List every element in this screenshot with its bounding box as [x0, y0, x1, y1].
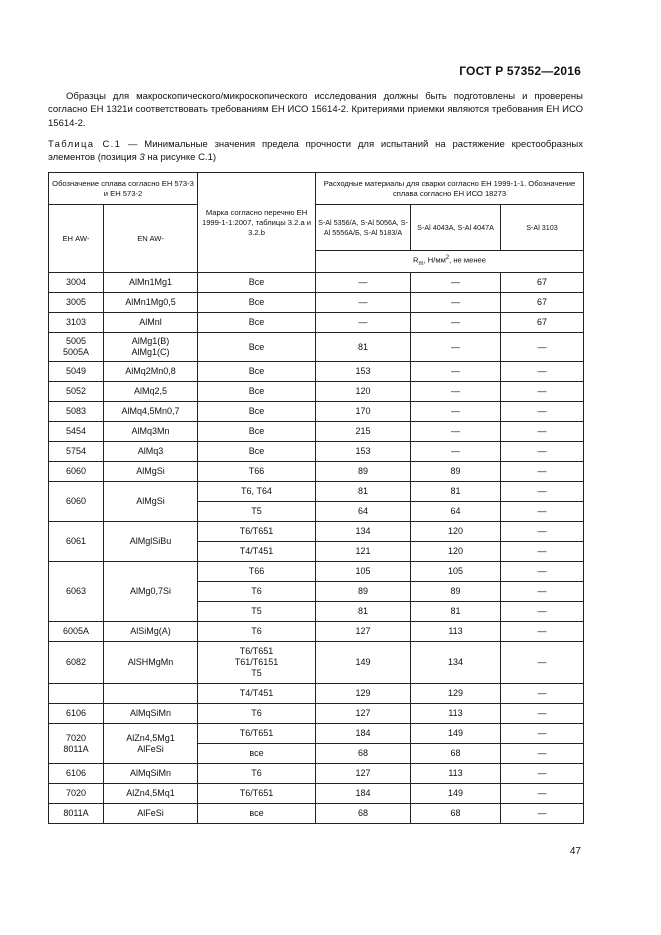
table-row: [49, 482, 584, 502]
table-cell: 127: [316, 764, 411, 784]
table-cell: Т6: [198, 764, 316, 784]
table-cell: 129: [316, 684, 411, 704]
table-row: [49, 684, 584, 704]
table-cell: —: [501, 542, 584, 562]
table-cell: —: [501, 704, 584, 724]
table-cell: 5083: [49, 402, 104, 422]
table-cell: —: [501, 744, 584, 764]
table-cell: —: [501, 724, 584, 744]
table-row: [49, 642, 584, 684]
table-cell: Т6: [198, 622, 316, 642]
table-cell: —: [501, 642, 584, 684]
table-row: [49, 562, 584, 582]
table-cell: Т4/Т451: [198, 542, 316, 562]
header-mark: Марка согласно перечню ЕН 1999-1-1:2007, таблицы 3.2.а и 3.2.b: [198, 173, 316, 273]
table-cell: AlFeSi: [104, 804, 198, 824]
table-cell: —: [501, 684, 584, 704]
table-cell: все: [198, 804, 316, 824]
table-cell: —: [411, 422, 501, 442]
table-cell: 153: [316, 362, 411, 382]
table-cell: 81: [411, 602, 501, 622]
table-cell: —: [501, 382, 584, 402]
table-cell: 89: [411, 462, 501, 482]
table-cell: —: [411, 293, 501, 313]
table-cell: 6106: [49, 704, 104, 724]
table-cell: Т6, Т64: [198, 482, 316, 502]
table-cell: —: [501, 582, 584, 602]
table-cell: —: [501, 784, 584, 804]
table-row: [49, 333, 584, 362]
header-rm-unit: , Н/мм: [423, 256, 446, 265]
table-cell: Т6/Т651: [198, 784, 316, 804]
table-cell: Все: [198, 442, 316, 462]
table-cell: 6060: [49, 482, 104, 522]
header-rm-superscript: 2: [445, 255, 450, 262]
table-row: [49, 402, 584, 422]
table-cell: Все: [198, 333, 316, 362]
table-cell: 8011A: [49, 804, 104, 824]
table-cell: Все: [198, 382, 316, 402]
table-cell: AlMq2Mn0,8: [104, 362, 198, 382]
table-cell: 3004: [49, 273, 104, 293]
header-rm-symbol: R: [413, 256, 419, 265]
table-cell: все: [198, 744, 316, 764]
table-cell: Т6: [198, 582, 316, 602]
table-cell: AlMn1Mg0,5: [104, 293, 198, 313]
strength-table: [48, 172, 584, 824]
table-cell: —: [501, 362, 584, 382]
table-cell: Т4/Т451: [198, 684, 316, 704]
header-rm-suffix: , не менее: [449, 256, 486, 265]
table-cell: Все: [198, 362, 316, 382]
table-cell: Все: [198, 273, 316, 293]
table-row: [49, 622, 584, 642]
table-cell: 67: [501, 293, 584, 313]
table-cell: AlMg0,7Si: [104, 562, 198, 622]
table-row: [49, 273, 584, 293]
table-cell: AlMq4,5Mn0,7: [104, 402, 198, 422]
table-row: [49, 704, 584, 724]
table-cell: 68: [316, 744, 411, 764]
table-cell: AlMgSi: [104, 462, 198, 482]
table-cell: 134: [316, 522, 411, 542]
table-cell: —: [501, 602, 584, 622]
table-cell: 89: [316, 462, 411, 482]
table-cell: 121: [316, 542, 411, 562]
table-cell: —: [411, 273, 501, 293]
table-caption-figure: С.1): [198, 151, 217, 163]
table-cell: AlMgSi: [104, 482, 198, 522]
page-number: 47: [569, 846, 581, 857]
table-cell: —: [411, 362, 501, 382]
table-cell: 149: [411, 724, 501, 744]
table-cell: [104, 684, 198, 704]
table-caption: [48, 139, 583, 164]
table-cell: 3005: [49, 293, 104, 313]
table-row: [49, 462, 584, 482]
table-row: [49, 442, 584, 462]
table-body: [49, 273, 584, 824]
table-cell: —: [501, 562, 584, 582]
table-cell: 7020 8011A: [49, 724, 104, 764]
header-filler-4xxx: S-Al 4043А, S-Al 4047А: [411, 205, 501, 251]
table-cell: 6005A: [49, 622, 104, 642]
table-row: [49, 784, 584, 804]
table-row: [49, 804, 584, 824]
table-cell: AlSiMg(A): [104, 622, 198, 642]
table-cell: 134: [411, 642, 501, 684]
body-paragraph: Образцы для макроскопического/микроскопического исследования должны быть подготовлены и проверены согласно ЕН 1321и соответствовать требованиям ЕН ИСО 15614-2. Критериями приемки являются требования ЕН ИСО 15614-2.: [48, 91, 583, 129]
table-cell: Все: [198, 422, 316, 442]
table-cell: 67: [501, 313, 584, 333]
table-cell: AlSHMgMn: [104, 642, 198, 684]
table-cell: AlMq2,5: [104, 382, 198, 402]
table-cell: —: [501, 502, 584, 522]
table-cell: Т6/Т651: [198, 724, 316, 744]
table-cell: 68: [411, 804, 501, 824]
header-en-aw-number: ЕН AW-: [49, 205, 104, 273]
table-cell: 6060: [49, 462, 104, 482]
table-cell: —: [411, 442, 501, 462]
table-cell: 153: [316, 442, 411, 462]
table-cell: —: [501, 522, 584, 542]
table-cell: Т5: [198, 502, 316, 522]
table-cell: 5005 5005A: [49, 333, 104, 362]
table-cell: 129: [411, 684, 501, 704]
table-cell: Все: [198, 293, 316, 313]
table-cell: —: [501, 402, 584, 422]
table-caption-text-mid: на рисунке: [144, 151, 199, 163]
table-cell: —: [411, 333, 501, 362]
table-cell: Т66: [198, 462, 316, 482]
header-filler-5xxx: S-Al 5356/А, S-Al 5056А, S-Al 5556А/Б, S-Al 5183/А: [316, 205, 411, 251]
table-cell: —: [411, 382, 501, 402]
table-cell: 6106: [49, 764, 104, 784]
table-cell: Все: [198, 313, 316, 333]
table-cell: 113: [411, 622, 501, 642]
table-row: [49, 422, 584, 442]
header-filler-3103: S-Al 3103: [501, 205, 584, 251]
table-cell: AlMg1(В) AlMg1(С): [104, 333, 198, 362]
table-cell: 3103: [49, 313, 104, 333]
table-cell: 6061: [49, 522, 104, 562]
header-designation: Обозначение сплава согласно ЕН 573-3 и ЕН 573-2: [49, 173, 198, 205]
table-cell: —: [411, 402, 501, 422]
table-cell: Т6/Т651 Т61/Т6151 Т5: [198, 642, 316, 684]
table-caption-label: Таблица С.1: [48, 139, 122, 150]
table-cell: 170: [316, 402, 411, 422]
table-cell: 89: [411, 582, 501, 602]
table-row: [49, 293, 584, 313]
table-cell: 81: [411, 482, 501, 502]
table-cell: 89: [316, 582, 411, 602]
table-cell: —: [501, 442, 584, 462]
table-row: [49, 522, 584, 542]
table-cell: AlMn1Mg1: [104, 273, 198, 293]
table-cell: 5754: [49, 442, 104, 462]
header-consumables: Расходные материалы для сварки согласно ЕН 1999-1-1. Обозначение сплава согласно ЕН ИСО 18273: [316, 173, 584, 205]
table-cell: 81: [316, 602, 411, 622]
table-cell: 120: [316, 382, 411, 402]
table-cell: —: [501, 422, 584, 442]
table-cell: Т5: [198, 602, 316, 622]
table-cell: —: [316, 273, 411, 293]
table-cell: 81: [316, 333, 411, 362]
table-cell: —: [501, 482, 584, 502]
table-row: [49, 382, 584, 402]
table-cell: 120: [411, 542, 501, 562]
table-cell: 149: [411, 784, 501, 804]
table-cell: 120: [411, 522, 501, 542]
table-cell: AlMqSiMn: [104, 764, 198, 784]
table-cell: 68: [316, 804, 411, 824]
table-cell: AlZn4,5Mg1 AlFeSi: [104, 724, 198, 764]
table-cell: —: [501, 333, 584, 362]
table-header: [49, 173, 584, 273]
table-cell: 81: [316, 482, 411, 502]
table-cell: 105: [316, 562, 411, 582]
table-cell: 127: [316, 704, 411, 724]
table-cell: Т66: [198, 562, 316, 582]
table-cell: 6082: [49, 642, 104, 684]
table-cell: 5052: [49, 382, 104, 402]
table-cell: 6063: [49, 562, 104, 622]
table-cell: 215: [316, 422, 411, 442]
table-cell: AlMq3Mn: [104, 422, 198, 442]
table-row: [49, 724, 584, 744]
table-caption-text: — Минимальные значения предела прочности для испытаний на растяжение крестообразных элементов (позиция: [48, 139, 583, 163]
table-cell: —: [316, 313, 411, 333]
table-row: [49, 764, 584, 784]
table-cell: 68: [411, 744, 501, 764]
table-cell: —: [501, 622, 584, 642]
table-cell: AlMnl: [104, 313, 198, 333]
table-cell: —: [501, 764, 584, 784]
table-cell: Т6/Т651: [198, 522, 316, 542]
table-cell: 105: [411, 562, 501, 582]
table-cell: Все: [198, 402, 316, 422]
table-caption-position: 3: [139, 151, 145, 163]
table-cell: 149: [316, 642, 411, 684]
header-rm-subscript: m: [418, 261, 424, 268]
table-cell: 64: [316, 502, 411, 522]
header-rm-min: [316, 251, 584, 273]
table-cell: 7020: [49, 784, 104, 804]
table-cell: —: [501, 804, 584, 824]
table-cell: 67: [501, 273, 584, 293]
table-row: [49, 313, 584, 333]
table-cell: 113: [411, 764, 501, 784]
table-cell: 113: [411, 704, 501, 724]
table-cell: AlZn4,5Mq1: [104, 784, 198, 804]
table-cell: Т6: [198, 704, 316, 724]
table-cell: AlMqSiMn: [104, 704, 198, 724]
table-cell: 184: [316, 724, 411, 744]
table-cell: 184: [316, 784, 411, 804]
table-cell: AlMq3: [104, 442, 198, 462]
table-cell: —: [316, 293, 411, 313]
table-cell: 5049: [49, 362, 104, 382]
header-en-aw-name: EN AW-: [104, 205, 198, 273]
table-cell: AlMglSiBu: [104, 522, 198, 562]
table-row: [49, 362, 584, 382]
table-cell: —: [411, 313, 501, 333]
table-cell: —: [501, 462, 584, 482]
table-cell: 5454: [49, 422, 104, 442]
table-cell: 64: [411, 502, 501, 522]
document-code: ГОСТ Р 57352—2016: [459, 64, 581, 78]
table-cell: [49, 684, 104, 704]
table-cell: 127: [316, 622, 411, 642]
